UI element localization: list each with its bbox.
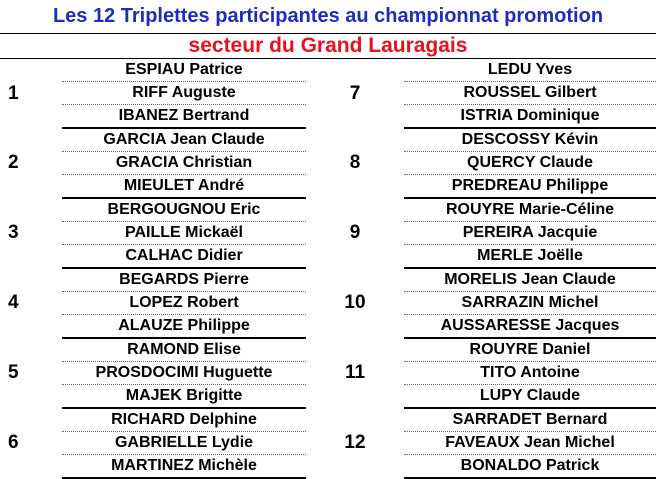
player-name: BERGOUGNOU Eric bbox=[62, 198, 306, 222]
player-name: LUPY Claude bbox=[404, 385, 656, 409]
triplettes-table bbox=[0, 59, 656, 479]
player-name: FAVEAUX Jean Michel bbox=[404, 432, 656, 455]
player-name: LOPEZ Robert bbox=[62, 292, 306, 315]
triplette-number: 2 bbox=[8, 152, 19, 173]
player-name: IBANEZ Bertrand bbox=[62, 105, 306, 129]
triplette-number: 4 bbox=[8, 292, 19, 313]
player-name: ISTRIA Dominique bbox=[404, 105, 656, 129]
player-name: MORELIS Jean Claude bbox=[404, 268, 656, 292]
player-name: RICHARD Delphine bbox=[62, 408, 306, 432]
player-name: PROSDOCIMI Huguette bbox=[62, 362, 306, 385]
table-row bbox=[0, 198, 656, 222]
player-name: MIEULET André bbox=[62, 175, 306, 199]
player-name: TITO Antoine bbox=[404, 362, 656, 385]
triplette-number: 6 bbox=[8, 432, 19, 453]
player-name: GABRIELLE Lydie bbox=[62, 432, 306, 455]
player-name: ROUSSEL Gilbert bbox=[404, 82, 656, 105]
table-row bbox=[0, 59, 656, 82]
player-name: PAILLE Mickaël bbox=[62, 222, 306, 245]
page-title: Les 12 Triplettes participantes au championnat promotion bbox=[52, 5, 604, 27]
triplette-number: 12 bbox=[344, 432, 366, 453]
player-name: SARRADET Bernard bbox=[404, 408, 656, 432]
player-name: BONALDO Patrick bbox=[404, 455, 656, 479]
player-name: MERLE Joëlle bbox=[404, 245, 656, 269]
player-name: MAJEK Brigitte bbox=[62, 385, 306, 409]
player-name: MARTINEZ Michèle bbox=[62, 455, 306, 479]
player-name: GARCIA Jean Claude bbox=[62, 128, 306, 152]
triplette-number: 8 bbox=[349, 152, 361, 173]
table-row bbox=[0, 268, 656, 292]
table-row bbox=[0, 128, 656, 152]
page-subtitle: secteur du Grand Lauragais bbox=[188, 34, 468, 57]
player-name: LEDU Yves bbox=[404, 59, 656, 82]
player-name: ESPIAU Patrice bbox=[62, 59, 306, 82]
triplette-number: 10 bbox=[344, 292, 366, 313]
table-row bbox=[0, 338, 656, 362]
player-name: AUSSARESSE Jacques bbox=[404, 315, 656, 339]
player-name: ALAUZE Philippe bbox=[62, 315, 306, 339]
triplette-number: 7 bbox=[349, 82, 361, 104]
player-name: DESCOSSY Kévin bbox=[404, 128, 656, 152]
player-name: PEREIRA Jacquie bbox=[404, 222, 656, 245]
player-name: SARRAZIN Michel bbox=[404, 292, 656, 315]
triplette-number: 3 bbox=[8, 222, 19, 243]
triplette-number: 11 bbox=[344, 362, 366, 383]
player-name: ROUYRE Marie-Céline bbox=[404, 198, 656, 222]
player-name: BEGARDS Pierre bbox=[62, 268, 306, 292]
triplette-number: 9 bbox=[349, 222, 361, 243]
player-name: QUERCY Claude bbox=[404, 152, 656, 175]
player-name: PREDREAU Philippe bbox=[404, 175, 656, 199]
player-name: GRACIA Christian bbox=[62, 152, 306, 175]
player-name: RAMOND Elise bbox=[62, 338, 306, 362]
player-name: CALHAC Didier bbox=[62, 245, 306, 269]
player-name: RIFF Auguste bbox=[62, 82, 306, 105]
triplette-number: 1 bbox=[8, 82, 19, 104]
triplette-number: 5 bbox=[8, 362, 19, 383]
player-name: ROUYRE Daniel bbox=[404, 338, 656, 362]
table-row bbox=[0, 408, 656, 432]
